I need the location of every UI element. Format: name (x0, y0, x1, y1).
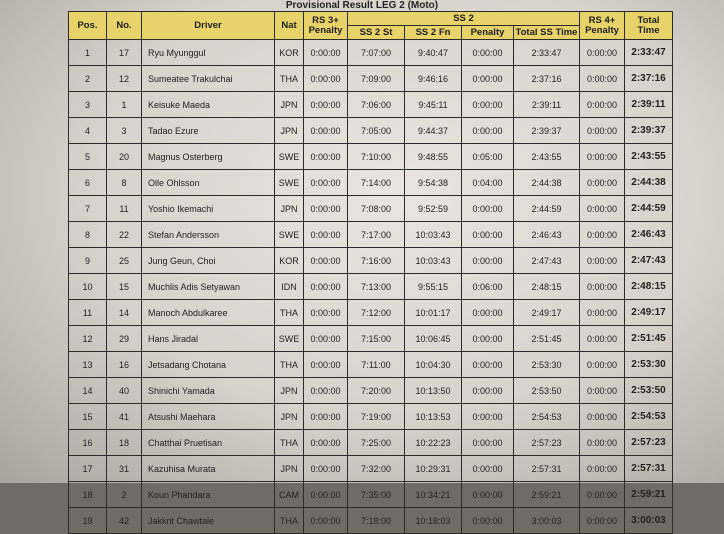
cell-penalty: 0:00:00 (462, 222, 514, 248)
cell-total-time: 3:00:03 (625, 508, 673, 534)
table-row (69, 352, 673, 378)
cell-total-ss-time: 2:39:37 (514, 118, 580, 144)
cell-rs3-penalty: 0:00:00 (304, 92, 348, 118)
cell-rs3-penalty: 0:00:00 (304, 430, 348, 456)
table-row (69, 144, 673, 170)
header-ss2-finish: SS 2 Fn (405, 26, 462, 40)
cell-ss2-finish: 10:03:43 (405, 222, 462, 248)
cell-rs4-penalty: 0:00:00 (580, 430, 625, 456)
table-row (69, 378, 673, 404)
cell-pos: 6 (69, 170, 107, 196)
cell-ss2-finish: 10:13:53 (405, 404, 462, 430)
cell-pos: 8 (69, 222, 107, 248)
cell-nat: SWE (275, 222, 304, 248)
cell-penalty: 0:00:00 (462, 196, 514, 222)
cell-nat: KOR (275, 248, 304, 274)
cell-rs4-penalty: 0:00:00 (580, 456, 625, 482)
results-table (68, 11, 673, 534)
table-row (69, 248, 673, 274)
cell-nat: CAM (275, 482, 304, 508)
cell-driver: Manoch Abdulkaree (142, 300, 275, 326)
cell-ss2-start: 7:07:00 (348, 40, 405, 66)
cell-total-ss-time: 2:47:43 (514, 248, 580, 274)
cell-penalty: 0:05:00 (462, 144, 514, 170)
cell-pos: 3 (69, 92, 107, 118)
cell-ss2-start: 7:17:00 (348, 222, 405, 248)
table-row (69, 326, 673, 352)
cell-nat: KOR (275, 40, 304, 66)
cell-pos: 9 (69, 248, 107, 274)
cell-ss2-finish: 10:22:23 (405, 430, 462, 456)
cell-ss2-start: 7:15:00 (348, 326, 405, 352)
cell-no: 20 (107, 144, 142, 170)
cell-penalty: 0:06:00 (462, 274, 514, 300)
cell-ss2-finish: 10:34:21 (405, 482, 462, 508)
cell-penalty: 0:00:00 (462, 40, 514, 66)
cell-total-time: 2:47:43 (625, 248, 673, 274)
cell-total-ss-time: 2:37:16 (514, 66, 580, 92)
cell-rs3-penalty: 0:00:00 (304, 274, 348, 300)
results-body (69, 40, 673, 534)
cell-nat: IDN (275, 274, 304, 300)
cell-no: 17 (107, 40, 142, 66)
cell-no: 12 (107, 66, 142, 92)
cell-rs3-penalty: 0:00:00 (304, 378, 348, 404)
cell-ss2-finish: 9:44:37 (405, 118, 462, 144)
cell-driver: Sumeatee Trakulchai (142, 66, 275, 92)
header-penalty: Penalty (462, 26, 514, 40)
cell-ss2-finish: 9:48:55 (405, 144, 462, 170)
cell-penalty: 0:00:00 (462, 430, 514, 456)
cell-driver: Muchlis Adis Setyawan (142, 274, 275, 300)
cell-ss2-finish: 9:54:38 (405, 170, 462, 196)
header-pos: Pos. (69, 12, 107, 40)
cell-penalty: 0:00:00 (462, 378, 514, 404)
table-row (69, 222, 673, 248)
cell-total-ss-time: 2:59:21 (514, 482, 580, 508)
cell-driver: Koun Phandara (142, 482, 275, 508)
cell-ss2-start: 7:11:00 (348, 352, 405, 378)
cell-total-time: 2:49:17 (625, 300, 673, 326)
cell-nat: JPN (275, 378, 304, 404)
cell-rs4-penalty: 0:00:00 (580, 482, 625, 508)
cell-total-ss-time: 2:44:38 (514, 170, 580, 196)
cell-penalty: 0:00:00 (462, 300, 514, 326)
cell-pos: 1 (69, 40, 107, 66)
cell-total-ss-time: 2:46:43 (514, 222, 580, 248)
cell-driver: Yoshio Ikemachi (142, 196, 275, 222)
cell-ss2-start: 7:10:00 (348, 144, 405, 170)
cell-nat: JPN (275, 92, 304, 118)
header-nat: Nat (275, 12, 304, 40)
cell-rs3-penalty: 0:00:00 (304, 222, 348, 248)
cell-no: 16 (107, 352, 142, 378)
table-row (69, 456, 673, 482)
cell-rs4-penalty: 0:00:00 (580, 222, 625, 248)
cell-total-ss-time: 2:39:11 (514, 92, 580, 118)
cell-ss2-start: 7:32:00 (348, 456, 405, 482)
cell-rs3-penalty: 0:00:00 (304, 352, 348, 378)
cell-ss2-start: 7:13:00 (348, 274, 405, 300)
table-row (69, 430, 673, 456)
cell-ss2-start: 7:05:00 (348, 118, 405, 144)
cell-rs3-penalty: 0:00:00 (304, 456, 348, 482)
cell-rs4-penalty: 0:00:00 (580, 196, 625, 222)
cell-total-ss-time: 2:57:23 (514, 430, 580, 456)
cell-total-ss-time: 2:49:17 (514, 300, 580, 326)
table-row (69, 404, 673, 430)
cell-pos: 10 (69, 274, 107, 300)
cell-no: 40 (107, 378, 142, 404)
cell-ss2-finish: 10:13:50 (405, 378, 462, 404)
cell-total-time: 2:33:47 (625, 40, 673, 66)
cell-total-time: 2:46:43 (625, 222, 673, 248)
cell-ss2-start: 7:06:00 (348, 92, 405, 118)
cell-penalty: 0:00:00 (462, 248, 514, 274)
cell-total-ss-time: 2:33:47 (514, 40, 580, 66)
cell-rs3-penalty: 0:00:00 (304, 144, 348, 170)
cell-total-time: 2:59:21 (625, 482, 673, 508)
header-no: No. (107, 12, 142, 40)
table-row (69, 66, 673, 92)
cell-rs4-penalty: 0:00:00 (580, 170, 625, 196)
cell-ss2-start: 7:08:00 (348, 196, 405, 222)
cell-total-ss-time: 2:43:55 (514, 144, 580, 170)
cell-ss2-start: 7:35:00 (348, 482, 405, 508)
cell-rs4-penalty: 0:00:00 (580, 40, 625, 66)
cell-driver: Jung Geun, Choi (142, 248, 275, 274)
cell-no: 41 (107, 404, 142, 430)
cell-ss2-start: 7:14:00 (348, 170, 405, 196)
cell-total-time: 2:48:15 (625, 274, 673, 300)
cell-pos: 7 (69, 196, 107, 222)
cell-no: 22 (107, 222, 142, 248)
cell-driver: Jakkrit Chawtale (142, 508, 275, 534)
cell-no: 25 (107, 248, 142, 274)
header-rs3-penalty: RS 3+ Penalty (304, 12, 348, 40)
cell-rs4-penalty: 0:00:00 (580, 118, 625, 144)
cell-rs4-penalty: 0:00:00 (580, 92, 625, 118)
table-row (69, 40, 673, 66)
cell-ss2-start: 7:12:00 (348, 300, 405, 326)
table-row (69, 118, 673, 144)
cell-driver: Chatthai Pruetisan (142, 430, 275, 456)
cell-penalty: 0:00:00 (462, 66, 514, 92)
cell-rs3-penalty: 0:00:00 (304, 300, 348, 326)
cell-no: 29 (107, 326, 142, 352)
cell-ss2-finish: 9:45:11 (405, 92, 462, 118)
cell-total-ss-time: 2:51:45 (514, 326, 580, 352)
cell-penalty: 0:00:00 (462, 118, 514, 144)
cell-total-time: 2:39:37 (625, 118, 673, 144)
cell-nat: SWE (275, 170, 304, 196)
cell-rs4-penalty: 0:00:00 (580, 378, 625, 404)
cell-total-time: 2:44:59 (625, 196, 673, 222)
cell-pos: 16 (69, 430, 107, 456)
cell-driver: Shinichi Yamada (142, 378, 275, 404)
cell-ss2-start: 7:25:00 (348, 430, 405, 456)
cell-rs3-penalty: 0:00:00 (304, 482, 348, 508)
cell-no: 42 (107, 508, 142, 534)
cell-ss2-finish: 10:06:45 (405, 326, 462, 352)
cell-total-time: 2:51:45 (625, 326, 673, 352)
cell-nat: SWE (275, 326, 304, 352)
header-ss2-start: SS 2 St (348, 26, 405, 40)
cell-rs3-penalty: 0:00:00 (304, 118, 348, 144)
cell-ss2-finish: 10:01:17 (405, 300, 462, 326)
cell-ss2-finish: 9:40:47 (405, 40, 462, 66)
cell-total-time: 2:57:23 (625, 430, 673, 456)
cell-total-time: 2:53:30 (625, 352, 673, 378)
cell-no: 14 (107, 300, 142, 326)
cell-ss2-start: 7:18:00 (348, 508, 405, 534)
cell-penalty: 0:00:00 (462, 482, 514, 508)
cell-driver: Kazuhisa Murata (142, 456, 275, 482)
cell-pos: 14 (69, 378, 107, 404)
header-driver: Driver (142, 12, 275, 40)
cell-driver: Olle Ohlsson (142, 170, 275, 196)
table-row (69, 508, 673, 534)
header-rs4-penalty: RS 4+ Penalty (580, 12, 625, 40)
cell-nat: JPN (275, 118, 304, 144)
cell-rs3-penalty: 0:00:00 (304, 404, 348, 430)
cell-no: 18 (107, 430, 142, 456)
cell-ss2-finish: 9:46:16 (405, 66, 462, 92)
cell-nat: THA (275, 352, 304, 378)
cell-rs3-penalty: 0:00:00 (304, 40, 348, 66)
cell-ss2-start: 7:09:00 (348, 66, 405, 92)
table-row (69, 300, 673, 326)
cell-pos: 4 (69, 118, 107, 144)
cell-penalty: 0:00:00 (462, 456, 514, 482)
cell-driver: Jetsadang Chotana (142, 352, 275, 378)
cell-total-time: 2:39:11 (625, 92, 673, 118)
cell-no: 31 (107, 456, 142, 482)
cell-driver: Tadao Ezure (142, 118, 275, 144)
cell-nat: JPN (275, 456, 304, 482)
cell-driver: Atsushi Maehara (142, 404, 275, 430)
cell-rs4-penalty: 0:00:00 (580, 352, 625, 378)
cell-total-ss-time: 2:54:53 (514, 404, 580, 430)
cell-driver: Ryu Myunggul (142, 40, 275, 66)
cell-rs4-penalty: 0:00:00 (580, 404, 625, 430)
cell-penalty: 0:00:00 (462, 352, 514, 378)
table-row (69, 92, 673, 118)
cell-rs4-penalty: 0:00:00 (580, 274, 625, 300)
cell-pos: 5 (69, 144, 107, 170)
cell-total-time: 2:37:16 (625, 66, 673, 92)
cell-driver: Magnus Osterberg (142, 144, 275, 170)
cell-total-ss-time: 2:53:50 (514, 378, 580, 404)
cell-total-time: 2:54:53 (625, 404, 673, 430)
cell-penalty: 0:04:00 (462, 170, 514, 196)
cell-total-time: 2:43:55 (625, 144, 673, 170)
cell-ss2-finish: 9:52:59 (405, 196, 462, 222)
table-row (69, 170, 673, 196)
document-title: Provisional Result LEG 2 (Moto) (285, 0, 439, 11)
cell-rs4-penalty: 0:00:00 (580, 248, 625, 274)
cell-driver: Hans Jiradal (142, 326, 275, 352)
cell-ss2-start: 7:19:00 (348, 404, 405, 430)
cell-pos: 11 (69, 300, 107, 326)
header-total-ss-time: Total SS Time (514, 26, 580, 40)
header-total-time: Total Time (625, 12, 673, 40)
cell-penalty: 0:00:00 (462, 508, 514, 534)
cell-ss2-finish: 10:18:03 (405, 508, 462, 534)
cell-total-time: 2:44:38 (625, 170, 673, 196)
cell-rs4-penalty: 0:00:00 (580, 144, 625, 170)
cell-rs3-penalty: 0:00:00 (304, 326, 348, 352)
table-row (69, 274, 673, 300)
header-ss2-group: SS 2 (348, 12, 580, 26)
cell-ss2-finish: 10:03:43 (405, 248, 462, 274)
cell-nat: JPN (275, 404, 304, 430)
cell-nat: THA (275, 66, 304, 92)
cell-no: 2 (107, 482, 142, 508)
cell-no: 15 (107, 274, 142, 300)
cell-pos: 15 (69, 404, 107, 430)
cell-rs4-penalty: 0:00:00 (580, 300, 625, 326)
cell-driver: Stefan Andersson (142, 222, 275, 248)
cell-pos: 13 (69, 352, 107, 378)
cell-nat: JPN (275, 196, 304, 222)
cell-no: 3 (107, 118, 142, 144)
cell-pos: 12 (69, 326, 107, 352)
cell-nat: SWE (275, 144, 304, 170)
table-row (69, 196, 673, 222)
cell-pos: 19 (69, 508, 107, 534)
cell-penalty: 0:00:00 (462, 92, 514, 118)
cell-driver: Keisuke Maeda (142, 92, 275, 118)
cell-total-time: 2:57:31 (625, 456, 673, 482)
cell-ss2-start: 7:20:00 (348, 378, 405, 404)
cell-ss2-finish: 9:55:15 (405, 274, 462, 300)
cell-rs3-penalty: 0:00:00 (304, 508, 348, 534)
cell-ss2-finish: 10:29:31 (405, 456, 462, 482)
cell-no: 1 (107, 92, 142, 118)
cell-nat: THA (275, 508, 304, 534)
cell-penalty: 0:00:00 (462, 404, 514, 430)
table-row (69, 482, 673, 508)
cell-total-ss-time: 2:57:31 (514, 456, 580, 482)
cell-total-ss-time: 2:48:15 (514, 274, 580, 300)
cell-ss2-finish: 10:04:30 (405, 352, 462, 378)
cell-total-ss-time: 3:00:03 (514, 508, 580, 534)
cell-rs4-penalty: 0:00:00 (580, 326, 625, 352)
cell-penalty: 0:00:00 (462, 326, 514, 352)
cell-nat: THA (275, 430, 304, 456)
cell-rs3-penalty: 0:00:00 (304, 170, 348, 196)
cell-no: 11 (107, 196, 142, 222)
cell-pos: 17 (69, 456, 107, 482)
cell-nat: THA (275, 300, 304, 326)
cell-total-ss-time: 2:44:59 (514, 196, 580, 222)
cell-rs4-penalty: 0:00:00 (580, 66, 625, 92)
cell-total-time: 2:53:50 (625, 378, 673, 404)
cell-rs3-penalty: 0:00:00 (304, 66, 348, 92)
cell-rs3-penalty: 0:00:00 (304, 196, 348, 222)
cell-ss2-start: 7:16:00 (348, 248, 405, 274)
cell-no: 8 (107, 170, 142, 196)
cell-pos: 2 (69, 66, 107, 92)
cell-rs4-penalty: 0:00:00 (580, 508, 625, 534)
cell-pos: 18 (69, 482, 107, 508)
cell-total-ss-time: 2:53:30 (514, 352, 580, 378)
cell-rs3-penalty: 0:00:00 (304, 248, 348, 274)
